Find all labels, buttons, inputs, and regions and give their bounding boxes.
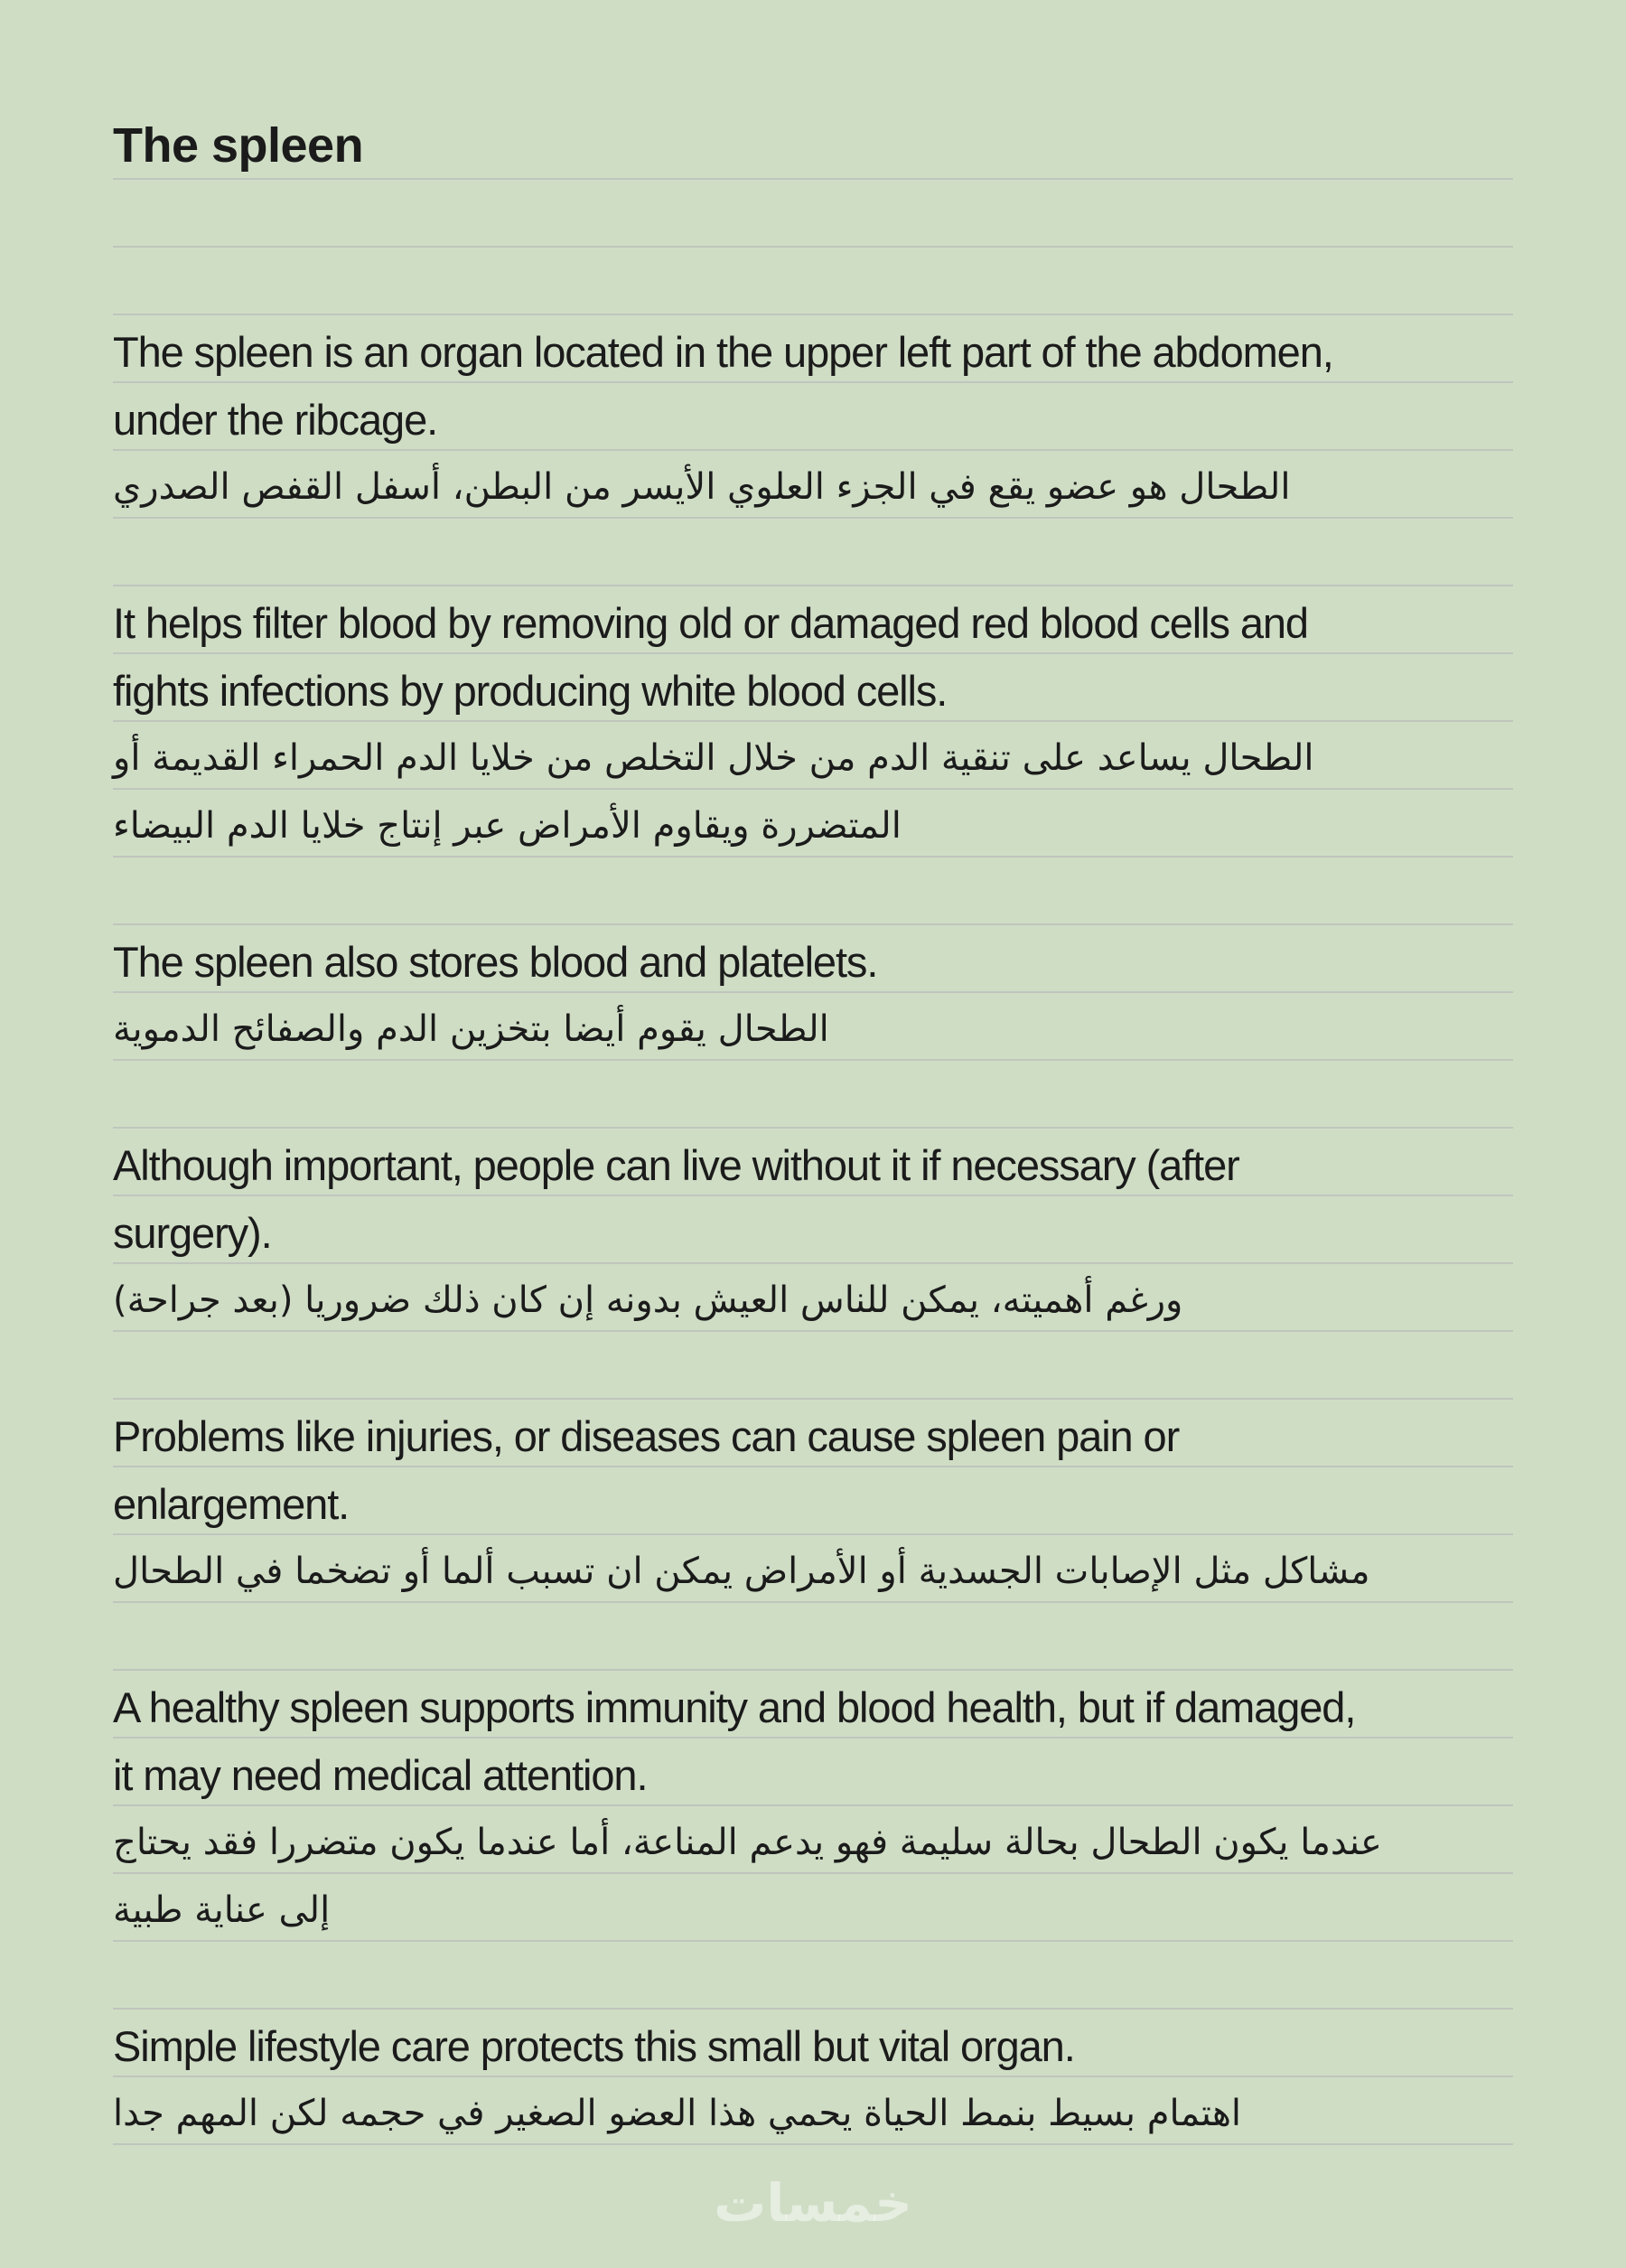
arabic-text: المتضررة ويقاوم الأمراض عبر إنتاج خلايا الدم البيضاء bbox=[113, 805, 902, 847]
ruled-line bbox=[113, 1332, 1513, 1400]
ruled-line bbox=[113, 1603, 1513, 1671]
english-text: A healthy spleen supports immunity and blood health, but if damaged, bbox=[113, 1683, 1356, 1731]
arabic-line bbox=[113, 451, 1513, 519]
english-text: fights infections by producing white blood cells. bbox=[113, 667, 948, 715]
arabic-text: عندما يكون الطحال بحالة سليمة فهو يدعم المناعة، أما عندما يكون متضررا فقد يحتاج bbox=[113, 1822, 1382, 1863]
ruled-line bbox=[113, 519, 1513, 586]
english-text: It helps filter blood by removing old or damaged red blood cells and bbox=[113, 599, 1308, 647]
arabic-line bbox=[113, 993, 1513, 1061]
english-text: enlargement. bbox=[113, 1480, 350, 1528]
arabic-text: إلى عناية طبية bbox=[113, 1889, 331, 1931]
arabic-line bbox=[113, 790, 1513, 858]
english-text: surgery). bbox=[113, 1209, 272, 1257]
ruled-line bbox=[113, 248, 1513, 315]
english-line bbox=[113, 315, 1513, 383]
english-line bbox=[113, 586, 1513, 654]
english-line bbox=[113, 654, 1513, 722]
english-text: it may need medical attention. bbox=[113, 1751, 648, 1799]
english-line bbox=[113, 2010, 1513, 2077]
ruled-line bbox=[113, 180, 1513, 248]
arabic-text: مشاكل مثل الإصابات الجسدية أو الأمراض يمكن ان تسبب ألما أو تضخما في الطحال bbox=[113, 1551, 1370, 1592]
arabic-text: اهتمام بسيط بنمط الحياة يحمي هذا العضو الصغير في حجمه لكن المهم جدا bbox=[113, 2093, 1242, 2134]
arabic-text: الطحال يساعد على تنقية الدم من خلال التخلص من خلايا الدم الحمراء القديمة أو bbox=[113, 737, 1314, 779]
arabic-text: ورغم أهميته، يمكن للناس العيش بدونه إن كان ذلك ضروريا (بعد جراحة) bbox=[113, 1279, 1183, 1321]
english-line bbox=[113, 1467, 1513, 1535]
english-text: under the ribcage. bbox=[113, 396, 438, 444]
ruled-line bbox=[113, 1061, 1513, 1129]
arabic-line bbox=[113, 1264, 1513, 1332]
english-text: The spleen is an organ located in the upper left part of the abdomen, bbox=[113, 328, 1333, 376]
english-text: Simple lifestyle care protects this small but vital organ. bbox=[113, 2022, 1075, 2070]
arabic-text: الطحال يقوم أيضا بتخزين الدم والصفائح الدموية bbox=[113, 1008, 829, 1050]
english-line bbox=[113, 1400, 1513, 1467]
arabic-line bbox=[113, 722, 1513, 790]
watermark: خمسات bbox=[714, 2172, 912, 2234]
arabic-text: الطحال هو عضو يقع في الجزء العلوي الأيسر من البطن، أسفل القفص الصدري bbox=[113, 466, 1291, 508]
ruled-line bbox=[113, 1942, 1513, 2010]
ruled-line bbox=[113, 858, 1513, 925]
english-line bbox=[113, 1671, 1513, 1738]
english-line bbox=[113, 383, 1513, 451]
english-text: Although important, people can live without it if necessary (after bbox=[113, 1141, 1239, 1189]
title-line bbox=[113, 0, 1513, 180]
english-text: Problems like injuries, or diseases can cause spleen pain or bbox=[113, 1412, 1180, 1460]
ruled-sheet bbox=[113, 0, 1513, 2145]
arabic-line bbox=[113, 1806, 1513, 1874]
english-line bbox=[113, 925, 1513, 993]
page-title: The spleen bbox=[113, 118, 364, 173]
english-text: The spleen also stores blood and platelets. bbox=[113, 938, 878, 986]
english-line bbox=[113, 1738, 1513, 1806]
arabic-line bbox=[113, 2077, 1513, 2145]
english-line bbox=[113, 1196, 1513, 1264]
arabic-line bbox=[113, 1874, 1513, 1942]
arabic-line bbox=[113, 1535, 1513, 1603]
english-line bbox=[113, 1129, 1513, 1196]
